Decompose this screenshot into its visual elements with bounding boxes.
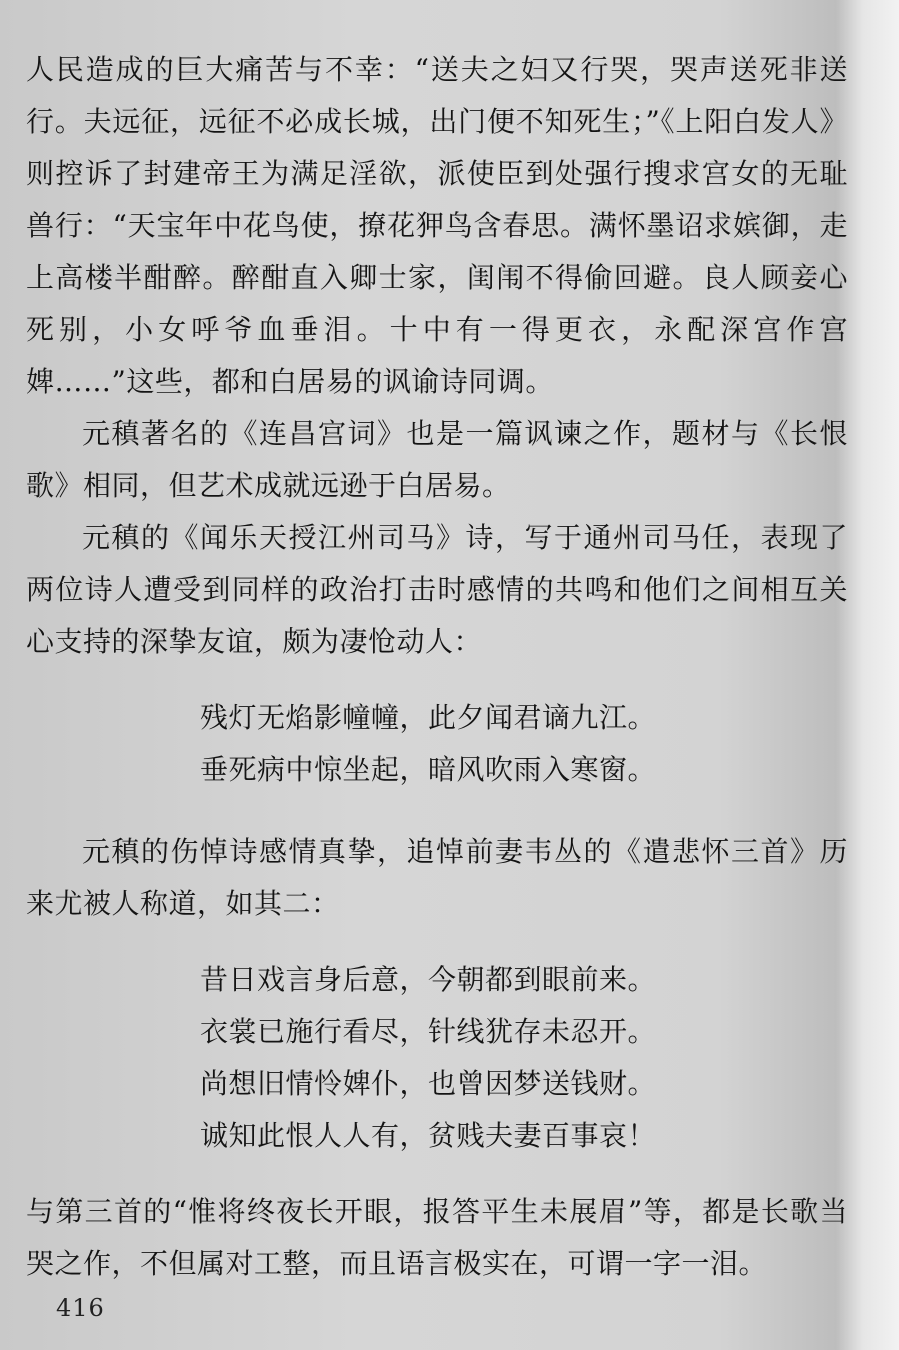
poem-2-line-1: 昔日戏言身后意，今朝都到眼前来。 (200, 963, 657, 996)
poem-2-line-2: 衣裳已施行看尽，针线犹存未忍开。 (200, 1015, 657, 1048)
poem-2-line-3: 尚想旧情怜婢仆，也曾因梦送钱财。 (200, 1067, 657, 1100)
page-number: 416 (56, 1294, 105, 1322)
paragraph-5: 与第三首的“惟将终夜长开眼，报答平生未展眉”等，都是长歌当哭之作，不但属对工整，而且语言极实在，可谓一字一泪。 (26, 1195, 848, 1280)
poem-1-line-2: 垂死病中惊坐起，暗风吹雨入寒窗。 (200, 753, 657, 786)
poem-2-line-4: 诚知此恨人人有，贫贱夫妻百事哀！ (200, 1119, 657, 1152)
poem-2 (26, 954, 848, 1162)
paragraph-1: 人民造成的巨大痛苦与不幸：“送夫之妇又行哭，哭声送死非送行。夫远征，远征不必成长城，出门便不知死生；”《上阳白发人》则控诉了封建帝王为满足淫欲，派使臣到处强行搜求宫女的无耻兽行：“天宝年中花鸟使，撩花狎鸟含春思。满怀墨诏求嫔御，走上高楼半酣醉。醉酣直入卿士家，闺闱不得偷回避。良人顾妾心死别，小女呼爷血垂泪。十中有一得更衣，永配深宫作宫婢……”这些，都和白居易的讽谕诗同调。 (26, 53, 848, 398)
paragraph-2: 元稹著名的《连昌宫词》也是一篇讽谏之作，题材与《长恨歌》相同，但艺术成就远逊于白居易。 (26, 417, 848, 502)
poem-1-line-1: 残灯无焰影幢幢，此夕闻君谪九江。 (200, 701, 657, 734)
paragraph-3: 元稹的《闻乐天授江州司马》诗，写于通州司马任，表现了两位诗人遭受到同样的政治打击时感情的共鸣和他们之间相互关心支持的深挚友谊，颇为凄怆动人： (26, 521, 848, 658)
paragraph-4: 元稹的伤悼诗感情真挚，追悼前妻韦丛的《遣悲怀三首》历来尤被人称道，如其二： (26, 835, 848, 920)
body-text (26, 44, 848, 1290)
poem-1 (26, 692, 848, 796)
